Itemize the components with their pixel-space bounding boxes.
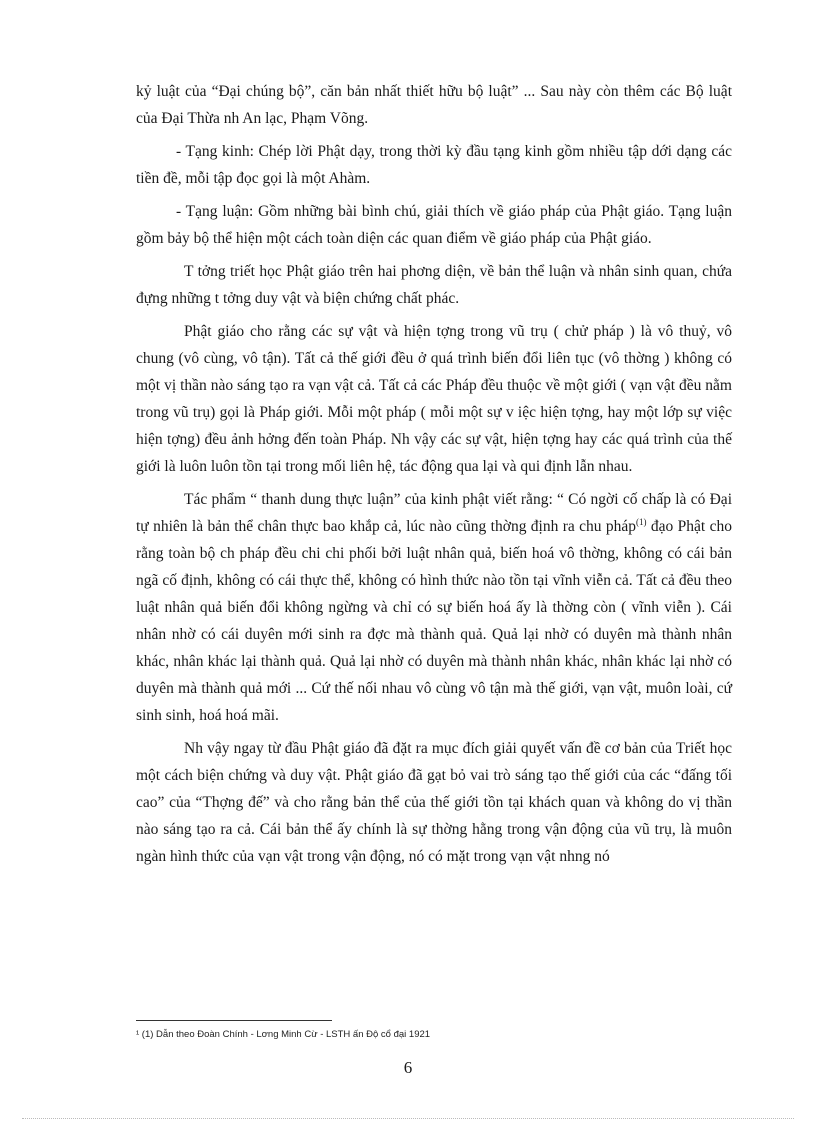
footnote-separator bbox=[136, 1020, 332, 1021]
document-body bbox=[136, 78, 732, 870]
paragraph-impermanence: Phật giáo cho rằng các sự vật và hiện tợng trong vũ trụ ( chử pháp ) là vô thuỷ, vô chung (vô cùng, vô tận). Tất cả thế giới đều ở quá trình biến đổi liên tục (vô thờng ) không có một vị thần nào sáng tạo ra vạn vật cả. Tất cả các Pháp đều thuộc về một giới ( vạn vật đều nằm trong vũ trụ) gọi là Pháp giới. Mỗi một pháp ( mỗi một sự v iệc hiện tợng, hay một lớp sự việc hiện tợng) đều ảnh hởng đến toàn Pháp. Nh vậy các sự vật, hiện tợng hay các quá trình của thế giới là luôn luôn tồn tại trong mối liên hệ, tác động qua lại và qui định lẫn nhau. bbox=[136, 323, 732, 475]
footnote-text: ¹ (1) Dẫn theo Đoàn Chính - Lơng Minh Cừ - LSTH ấn Độ cổ đại 1921 bbox=[136, 1029, 431, 1040]
paragraph-vinaya-continuation: kỷ luật của “Đại chúng bộ”, căn bản nhất thiết hữu bộ luật” ... Sau này còn thêm các Bộ luật của Đại Thừa nh An lạc, Phạm Võng. bbox=[136, 83, 732, 127]
paragraph-conclusion: Nh vậy ngay từ đầu Phật giáo đã đặt ra mục đích giải quyết vấn đề cơ bản của Triết học một cách biện chứng và duy vật. Phật giáo đã gạt bỏ vai trò sáng tạo thế giới của các “đấng tối cao” của “Thợng đế” và cho rằng bản thể của thế giới tồn tại khách quan và không do vị thần nào sáng tạo ra cả. Cái bản thể ấy chính là sự thờng hằng trong vận động của vũ trụ, là muôn ngàn hình thức của vạn vật trong vận động, nó có mặt trong vạn vật nhng nó bbox=[136, 740, 732, 865]
paragraph-causality bbox=[136, 486, 732, 729]
paragraph-tang-kinh: - Tạng kinh: Chép lời Phật dạy, trong thời kỳ đầu tạng kinh gồm nhiều tập dới dạng các tiền đề, mỗi tập đọc gọi là một Ahàm. bbox=[136, 143, 732, 187]
paragraph-causality-part1: Tác phẩm “ thanh dung thực luận” của kinh phật viết rằng: “ Có ngời cố chấp là có Đại tự nhiên là bản thể chân thực bao khắp cả, lúc nào cũng thờng định ra chu pháp bbox=[136, 491, 732, 535]
paragraph-philosophy-intro: T tởng triết học Phật giáo trên hai phơng diện, về bản thể luận và nhân sinh quan, chứa đựng những t tởng duy vật và biện chứng chất phác. bbox=[136, 263, 732, 307]
footnote-reference: (1) bbox=[636, 516, 647, 527]
paragraph-causality-part2: đạo Phật cho rằng toàn bộ ch pháp đều chi chi phối bởi luật nhân quả, biến hoá vô thờng, không có cái bản ngã cố định, không có cái thực thể, không có hình thức nào tồn tại vĩnh viễn cả. Tất cả đều theo luật nhân quả biến đổi không ngừng và chỉ có sự biến hoá ấy là thờng còn ( vĩnh viễn ). Cái nhân nhờ có cái duyên mới sinh ra đợc mà thành quả. Quả lại nhờ có duyên mà thành nhân khác, nhân khác lại thành quả. Quả lại nhờ có duyên mà thành nhân khác, nhân khác lại nhờ có duyên mà thành quả mới ... Cứ thế nối nhau vô cùng vô tận mà thế giới, vạn vật, muôn loài, cứ sinh sinh, hoá hoá mãi. bbox=[136, 518, 732, 724]
page-bottom-border bbox=[22, 1118, 794, 1119]
paragraph-tang-luan: - Tạng luận: Gồm những bài bình chú, giải thích về giáo pháp của Phật giáo. Tạng luận gồm bảy bộ thể hiện một cách toàn diện các quan điểm về giáo pháp của Phật giáo. bbox=[136, 203, 732, 247]
page-number: 6 bbox=[403, 1058, 413, 1077]
